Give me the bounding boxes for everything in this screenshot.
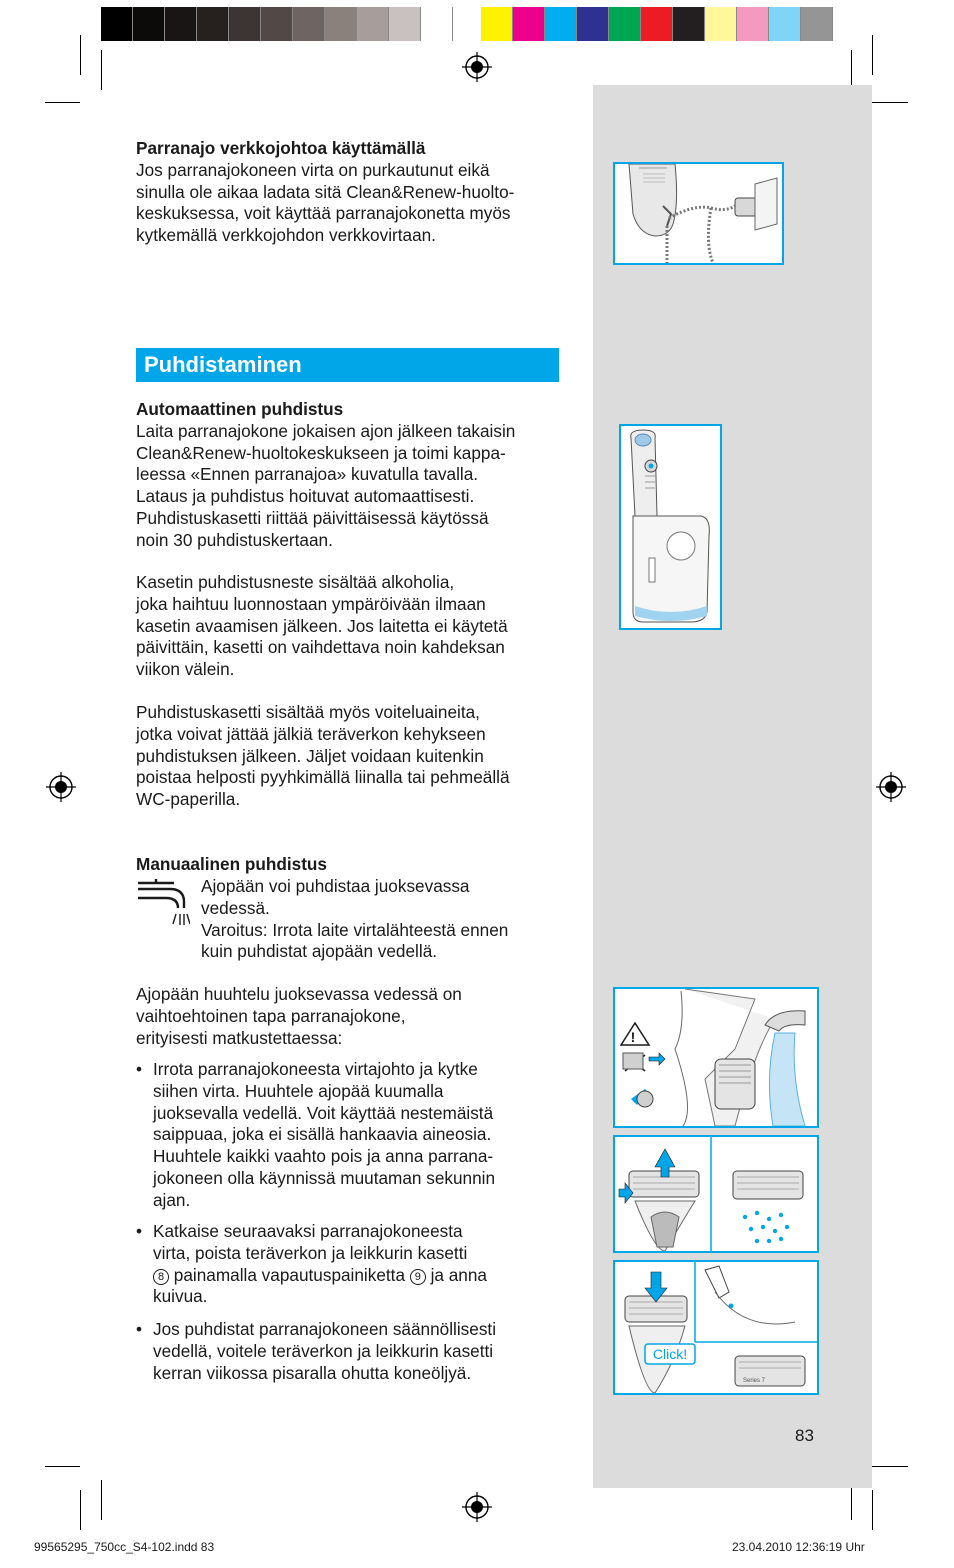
color-swatch: [261, 7, 293, 41]
text-line: siihen virta. Huuhtele ajopää kuumalla: [153, 1080, 444, 1101]
crop-mark: [80, 1490, 81, 1530]
series-label: Series 7: [743, 1378, 766, 1384]
text-line: erityisesti matkustettaessa:: [136, 1027, 343, 1048]
text-line: vedellä, voitele teräverkon ja leikkurin kasetti: [153, 1340, 494, 1361]
text-line: WC-paperilla.: [136, 789, 241, 810]
crop-mark: [45, 1466, 80, 1467]
text-line: Laita parranajokone jokaisen ajon jälkeen takaisin: [136, 420, 516, 441]
text-line: kasetin avaamisen jälkeen. Jos laitetta ei käytetä: [136, 615, 508, 636]
color-calibration-bar-dark: [101, 7, 453, 41]
text-line: ajan.: [153, 1189, 191, 1210]
figure-rinsing: [613, 987, 819, 1128]
registration-mark-icon: [46, 772, 76, 802]
reference-number: 9: [410, 1269, 426, 1285]
text-line: Varoitus: Irrota laite virtalähteestä ennen: [201, 919, 509, 940]
text-line: jokoneen olla käynnissä muutaman sekunnin: [153, 1167, 496, 1188]
text-line: Huuhtele kaikki vaahto pois ja anna parrana-: [153, 1146, 494, 1167]
paragraph-alcohol: [136, 572, 566, 681]
text-line: Jos parranajokoneen virta on purkautunut eikä: [136, 159, 490, 180]
list-item: [136, 1059, 576, 1212]
bullet-mark: •: [136, 1059, 143, 1079]
section-mains-shaving: [136, 138, 566, 247]
text-line: virta, poista teräverkon ja leikkurin kasetti: [153, 1242, 468, 1263]
paragraph-lubricants: [136, 702, 566, 811]
text-line: poistaa helposti pyyhkimällä liinalla tai pehmeällä: [136, 767, 510, 788]
figure-clean-renew-station: [619, 424, 722, 630]
text-line: vedessä.: [201, 897, 270, 918]
color-swatch: [197, 7, 229, 41]
text-line: Irrota parranajokoneesta virtajohto ja kytke: [153, 1059, 478, 1079]
section-manual-cleaning-heading: [136, 854, 566, 876]
crop-mark: [872, 102, 908, 103]
text-line: kuivua.: [153, 1286, 208, 1307]
text-line: [153, 1265, 576, 1287]
section-heading: Manuaalinen puhdistus: [136, 854, 327, 874]
shaver-plug-illustration: [615, 164, 782, 263]
text-line: saippuaa, joka ei sisällä hankaavia aineosia.: [153, 1124, 492, 1145]
text-line: puhdistuksen jälkeen. Jäljet voidaan kuitenkin: [136, 745, 484, 766]
cleaning-station-illustration: [621, 426, 720, 628]
page-number: 83: [795, 1426, 814, 1445]
text-line: Ajopään voi puhdistaa juoksevassa: [201, 876, 470, 896]
color-swatch: [101, 7, 133, 41]
text-fragment: painamalla vapautuspainiketta: [173, 1264, 406, 1285]
text-line: leessa «Ennen parranajoa» kuvatulla tavalla.: [136, 464, 479, 485]
text-line: Kasetin puhdistusneste sisältää alkoholia,: [136, 572, 455, 592]
cassette-removal-illustration: [615, 1137, 817, 1251]
bullet-mark: •: [136, 1319, 143, 1339]
registration-mark-icon: [876, 772, 906, 802]
text-line: kerran viikossa pisaralla ohutta koneöljyä.: [153, 1362, 472, 1383]
text-line: jotka voivat jättää jälkiä teräverkon kehykseen: [136, 723, 486, 744]
oiling-illustration: [615, 1262, 817, 1393]
crop-mark: [80, 35, 81, 75]
text-line: Lataus ja puhdistus hoituvat automaattisesti.: [136, 486, 475, 507]
text-line: Katkaise seuraavaksi parranajokoneesta: [153, 1221, 463, 1241]
text-line: Clean&Renew-huoltokeskukseen ja toimi kappa-: [136, 442, 506, 463]
crop-mark: [872, 35, 873, 75]
color-swatch: [769, 7, 801, 41]
crop-mark: [872, 1490, 873, 1530]
crop-mark: [851, 50, 852, 90]
color-swatch: [421, 7, 453, 41]
crop-mark: [101, 1480, 102, 1520]
text-line: kytkemällä verkkojohdon verkkovirtaan.: [136, 225, 436, 246]
text-line: vaihtoehtoinen tapa parranajokone,: [136, 1005, 406, 1026]
color-swatch: [481, 7, 513, 41]
footer-timestamp: 23.04.2010 12:36:19 Uhr: [732, 1540, 865, 1554]
color-swatch: [229, 7, 261, 41]
figure-oiling-click: [613, 1260, 819, 1395]
crop-mark: [45, 102, 80, 103]
text-line: päivittäin, kasetti on vaihdettava noin kahdeksan: [136, 637, 505, 658]
list-item: [136, 1221, 576, 1308]
text-line: Ajopään huuhtelu juoksevassa vedessä on: [136, 984, 462, 1004]
color-swatch: [641, 7, 673, 41]
bullet-mark: •: [136, 1221, 143, 1241]
registration-mark-icon: [462, 1492, 492, 1522]
tap-warning-text: [201, 876, 581, 963]
section-heading: Automaattinen puhdistus: [136, 399, 344, 419]
color-swatch: [705, 7, 737, 41]
color-swatch: [357, 7, 389, 41]
color-swatch: [389, 7, 421, 41]
color-swatch: [165, 7, 197, 41]
color-calibration-bar-color: [481, 7, 833, 41]
section-heading: Parranajo verkkojohtoa käyttämällä: [136, 138, 426, 158]
color-swatch: [133, 7, 165, 41]
paragraph-rinsing: [136, 984, 566, 1049]
color-swatch: [513, 7, 545, 41]
color-swatch: [673, 7, 705, 41]
text-line: Puhdistuskasetti sisältää myös voiteluaineita,: [136, 702, 480, 722]
color-swatch: [737, 7, 769, 41]
crop-mark: [872, 1466, 908, 1467]
figure-mains-cable: [613, 162, 784, 265]
footer-file-info: 99565295_750cc_S4-102.indd 83: [34, 1540, 215, 1554]
text-line: Puhdistuskasetti riittää päivittäisessä käytössä: [136, 507, 489, 528]
color-swatch: [609, 7, 641, 41]
color-swatch: [545, 7, 577, 41]
registration-mark-icon: [462, 52, 492, 82]
water-tap-icon: [136, 878, 190, 928]
section-title: Puhdistaminen: [144, 352, 302, 377]
text-line: noin 30 puhdistuskertaan.: [136, 529, 333, 550]
text-line: Jos puhdistat parranajokoneen säännöllisesti: [153, 1319, 497, 1339]
color-swatch: [325, 7, 357, 41]
text-line: sinulla ole aikaa ladata sitä Clean&Renew-huolto-: [136, 181, 515, 202]
list-item: [136, 1319, 576, 1384]
figure-cassette-removal: [613, 1135, 819, 1253]
section-title-bar: [136, 348, 559, 382]
text-line: viikon välein.: [136, 659, 235, 680]
click-label: Click!: [652, 1346, 688, 1362]
svg-text:!: !: [630, 1029, 636, 1045]
text-line: joka haihtuu luonnostaan ympäröivään ilmaan: [136, 593, 486, 614]
color-swatch: [577, 7, 609, 41]
color-swatch: [801, 7, 833, 41]
section-automatic-cleaning: [136, 399, 566, 552]
text-line: kuin puhdistat ajopään vedellä.: [201, 941, 438, 962]
text-line: keskuksessa, voit käyttää parranajokonetta myös: [136, 203, 511, 224]
text-line: juoksevalla vedellä. Voit käyttää nestemäistä: [153, 1102, 494, 1123]
color-swatch: [293, 7, 325, 41]
rinsing-illustration: [615, 989, 817, 1126]
reference-number: 8: [153, 1269, 169, 1285]
crop-mark: [101, 50, 102, 90]
text-fragment: ja anna: [430, 1264, 487, 1285]
